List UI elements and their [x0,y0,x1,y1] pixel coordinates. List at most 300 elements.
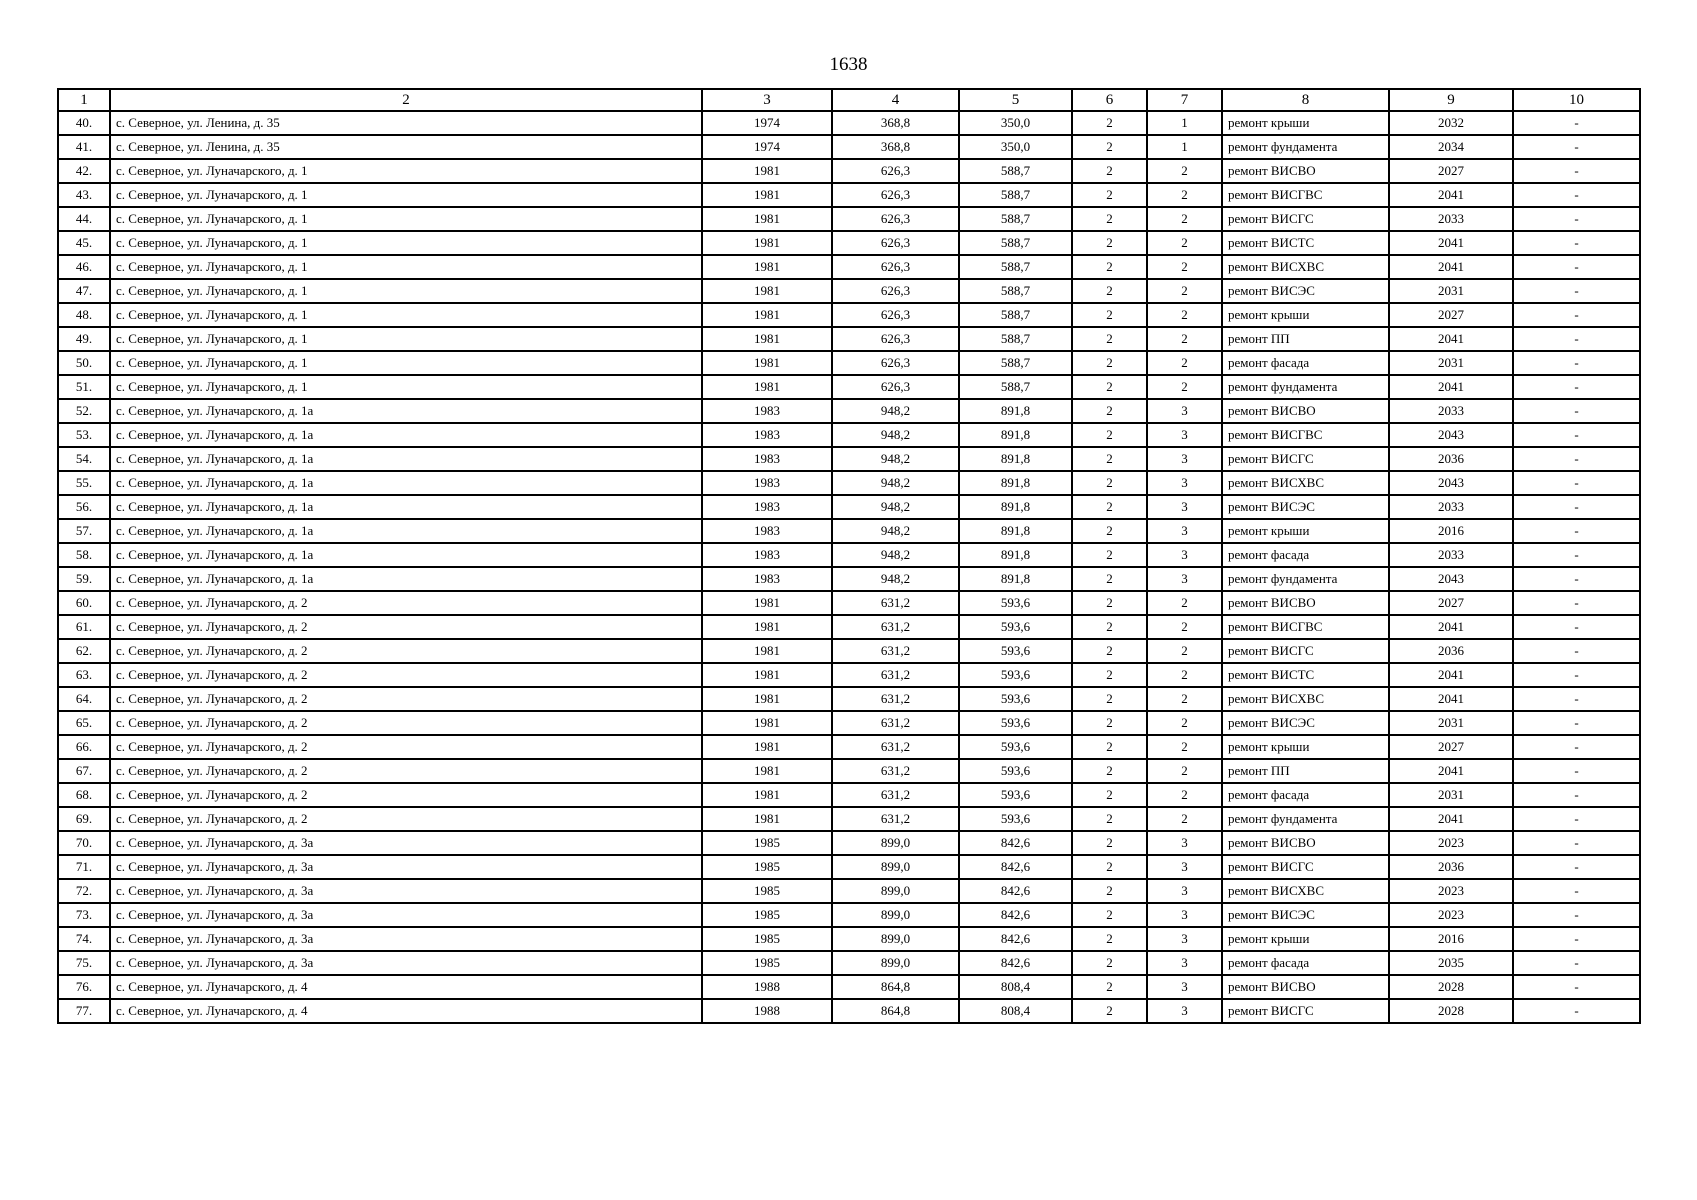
cell-row-number: 41. [58,135,110,159]
cell-entrances: 3 [1147,975,1222,999]
cell-entrances: 3 [1147,855,1222,879]
cell-entrances: 2 [1147,639,1222,663]
cell-note: - [1513,375,1640,399]
cell-entrances: 3 [1147,831,1222,855]
cell-row-number: 63. [58,663,110,687]
cell-entrances: 2 [1147,615,1222,639]
cell-work-type: ремонт фасада [1222,951,1389,975]
cell-living-area: 593,6 [959,759,1072,783]
cell-note: - [1513,135,1640,159]
cell-floors: 2 [1072,687,1147,711]
cell-work-type: ремонт крыши [1222,111,1389,135]
cell-total-area: 631,2 [832,759,959,783]
cell-floors: 2 [1072,927,1147,951]
cell-living-area: 588,7 [959,255,1072,279]
cell-work-type: ремонт ВИСВО [1222,831,1389,855]
cell-row-number: 67. [58,759,110,783]
table-row [58,927,1640,951]
cell-floors: 2 [1072,783,1147,807]
cell-note: - [1513,831,1640,855]
cell-note: - [1513,927,1640,951]
table-row [58,543,1640,567]
cell-living-area: 588,7 [959,303,1072,327]
cell-total-area: 948,2 [832,447,959,471]
cell-floors: 2 [1072,615,1147,639]
cell-living-area: 891,8 [959,423,1072,447]
cell-year-built: 1983 [702,399,832,423]
cell-living-area: 593,6 [959,711,1072,735]
cell-living-area: 588,7 [959,159,1072,183]
cell-total-area: 368,8 [832,111,959,135]
cell-work-type: ремонт фундамента [1222,567,1389,591]
cell-planned-year: 2027 [1389,735,1513,759]
cell-address: с. Северное, ул. Луначарского, д. 3а [110,951,702,975]
cell-note: - [1513,231,1640,255]
cell-entrances: 2 [1147,759,1222,783]
cell-row-number: 71. [58,855,110,879]
cell-total-area: 631,2 [832,687,959,711]
cell-note: - [1513,519,1640,543]
cell-floors: 2 [1072,399,1147,423]
cell-year-built: 1981 [702,375,832,399]
cell-address: с. Северное, ул. Луначарского, д. 2 [110,807,702,831]
cell-note: - [1513,951,1640,975]
cell-work-type: ремонт крыши [1222,927,1389,951]
cell-year-built: 1985 [702,927,832,951]
column-header-6: 6 [1072,89,1147,111]
cell-total-area: 899,0 [832,903,959,927]
column-header-9: 9 [1389,89,1513,111]
cell-living-area: 350,0 [959,135,1072,159]
cell-work-type: ремонт ВИСТС [1222,663,1389,687]
cell-year-built: 1981 [702,303,832,327]
cell-living-area: 593,6 [959,807,1072,831]
cell-planned-year: 2033 [1389,207,1513,231]
cell-work-type: ремонт фундамента [1222,807,1389,831]
cell-row-number: 49. [58,327,110,351]
cell-year-built: 1981 [702,735,832,759]
cell-row-number: 51. [58,375,110,399]
cell-planned-year: 2031 [1389,711,1513,735]
table-row [58,807,1640,831]
cell-floors: 2 [1072,663,1147,687]
cell-year-built: 1983 [702,519,832,543]
cell-row-number: 76. [58,975,110,999]
cell-living-area: 588,7 [959,207,1072,231]
table-row [58,303,1640,327]
cell-work-type: ремонт фундамента [1222,375,1389,399]
cell-year-built: 1983 [702,471,832,495]
cell-floors: 2 [1072,303,1147,327]
cell-note: - [1513,351,1640,375]
cell-work-type: ремонт крыши [1222,303,1389,327]
cell-entrances: 3 [1147,423,1222,447]
cell-address: с. Северное, ул. Луначарского, д. 1 [110,375,702,399]
cell-row-number: 75. [58,951,110,975]
cell-note: - [1513,735,1640,759]
cell-year-built: 1981 [702,591,832,615]
cell-note: - [1513,495,1640,519]
table-row [58,567,1640,591]
cell-total-area: 899,0 [832,855,959,879]
cell-planned-year: 2031 [1389,279,1513,303]
cell-address: с. Северное, ул. Луначарского, д. 4 [110,975,702,999]
cell-floors: 2 [1072,495,1147,519]
cell-total-area: 631,2 [832,783,959,807]
table-row [58,735,1640,759]
cell-entrances: 3 [1147,399,1222,423]
cell-year-built: 1981 [702,183,832,207]
cell-total-area: 899,0 [832,927,959,951]
cell-living-area: 842,6 [959,879,1072,903]
table-row [58,207,1640,231]
cell-entrances: 2 [1147,351,1222,375]
cell-row-number: 62. [58,639,110,663]
cell-row-number: 54. [58,447,110,471]
cell-row-number: 77. [58,999,110,1023]
cell-living-area: 588,7 [959,279,1072,303]
cell-floors: 2 [1072,111,1147,135]
table-row [58,231,1640,255]
cell-work-type: ремонт фундамента [1222,135,1389,159]
cell-total-area: 864,8 [832,975,959,999]
cell-year-built: 1985 [702,855,832,879]
cell-living-area: 593,6 [959,591,1072,615]
cell-row-number: 59. [58,567,110,591]
cell-floors: 2 [1072,807,1147,831]
column-header-8: 8 [1222,89,1389,111]
cell-entrances: 2 [1147,183,1222,207]
cell-year-built: 1983 [702,423,832,447]
table-row [58,447,1640,471]
cell-living-area: 350,0 [959,111,1072,135]
cell-entrances: 3 [1147,495,1222,519]
cell-year-built: 1981 [702,759,832,783]
cell-total-area: 631,2 [832,711,959,735]
cell-floors: 2 [1072,327,1147,351]
cell-row-number: 73. [58,903,110,927]
cell-address: с. Северное, ул. Луначарского, д. 1 [110,351,702,375]
cell-note: - [1513,999,1640,1023]
cell-planned-year: 2031 [1389,783,1513,807]
cell-work-type: ремонт ВИСЭС [1222,495,1389,519]
cell-floors: 2 [1072,543,1147,567]
cell-work-type: ремонт ВИСВО [1222,591,1389,615]
cell-address: с. Северное, ул. Луначарского, д. 1 [110,231,702,255]
cell-address: с. Северное, ул. Луначарского, д. 1а [110,399,702,423]
cell-work-type: ремонт ВИСГС [1222,999,1389,1023]
cell-address: с. Северное, ул. Луначарского, д. 1 [110,279,702,303]
cell-year-built: 1981 [702,639,832,663]
cell-year-built: 1988 [702,999,832,1023]
table-row [58,615,1640,639]
cell-work-type: ремонт крыши [1222,735,1389,759]
cell-planned-year: 2023 [1389,831,1513,855]
cell-row-number: 53. [58,423,110,447]
cell-planned-year: 2036 [1389,447,1513,471]
cell-note: - [1513,111,1640,135]
cell-row-number: 70. [58,831,110,855]
cell-note: - [1513,903,1640,927]
table-row [58,495,1640,519]
cell-note: - [1513,423,1640,447]
table-row [58,255,1640,279]
cell-floors: 2 [1072,255,1147,279]
cell-note: - [1513,807,1640,831]
cell-work-type: ремонт ВИСГС [1222,447,1389,471]
cell-address: с. Северное, ул. Луначарского, д. 1а [110,519,702,543]
column-header-2: 2 [110,89,702,111]
table-row [58,903,1640,927]
cell-entrances: 2 [1147,159,1222,183]
table-header [58,89,1640,111]
cell-total-area: 626,3 [832,303,959,327]
cell-row-number: 64. [58,687,110,711]
cell-planned-year: 2027 [1389,591,1513,615]
cell-note: - [1513,327,1640,351]
cell-row-number: 50. [58,351,110,375]
cell-planned-year: 2036 [1389,855,1513,879]
cell-address: с. Северное, ул. Луначарского, д. 4 [110,999,702,1023]
cell-floors: 2 [1072,159,1147,183]
cell-work-type: ремонт ВИСХВС [1222,255,1389,279]
cell-living-area: 842,6 [959,951,1072,975]
cell-address: с. Северное, ул. Луначарского, д. 2 [110,711,702,735]
cell-floors: 2 [1072,903,1147,927]
cell-entrances: 2 [1147,375,1222,399]
cell-total-area: 948,2 [832,471,959,495]
cell-row-number: 65. [58,711,110,735]
cell-row-number: 66. [58,735,110,759]
data-table [57,88,1641,1024]
cell-planned-year: 2041 [1389,375,1513,399]
cell-address: с. Северное, ул. Луначарского, д. 1а [110,423,702,447]
cell-total-area: 899,0 [832,951,959,975]
cell-planned-year: 2043 [1389,423,1513,447]
cell-address: с. Северное, ул. Луначарского, д. 1а [110,495,702,519]
cell-planned-year: 2043 [1389,471,1513,495]
cell-planned-year: 2041 [1389,255,1513,279]
cell-planned-year: 2031 [1389,351,1513,375]
cell-total-area: 899,0 [832,879,959,903]
cell-row-number: 58. [58,543,110,567]
cell-year-built: 1981 [702,279,832,303]
cell-row-number: 47. [58,279,110,303]
cell-planned-year: 2033 [1389,495,1513,519]
page-number: 1638 [829,54,868,75]
cell-entrances: 3 [1147,543,1222,567]
cell-address: с. Северное, ул. Луначарского, д. 3а [110,903,702,927]
cell-floors: 2 [1072,879,1147,903]
table-row [58,159,1640,183]
cell-year-built: 1988 [702,975,832,999]
cell-row-number: 45. [58,231,110,255]
cell-living-area: 593,6 [959,663,1072,687]
cell-living-area: 842,6 [959,903,1072,927]
cell-planned-year: 2023 [1389,879,1513,903]
cell-entrances: 3 [1147,903,1222,927]
cell-work-type: ремонт фасада [1222,783,1389,807]
cell-note: - [1513,615,1640,639]
cell-entrances: 3 [1147,567,1222,591]
cell-note: - [1513,783,1640,807]
cell-note: - [1513,975,1640,999]
cell-year-built: 1983 [702,543,832,567]
table-row [58,519,1640,543]
cell-planned-year: 2027 [1389,159,1513,183]
cell-living-area: 842,6 [959,855,1072,879]
cell-planned-year: 2041 [1389,687,1513,711]
cell-row-number: 52. [58,399,110,423]
cell-note: - [1513,279,1640,303]
cell-address: с. Северное, ул. Луначарского, д. 1а [110,567,702,591]
table-row [58,999,1640,1023]
cell-planned-year: 2027 [1389,303,1513,327]
cell-address: с. Северное, ул. Луначарского, д. 1 [110,207,702,231]
table-row [58,855,1640,879]
cell-floors: 2 [1072,711,1147,735]
table-row [58,399,1640,423]
table-row [58,375,1640,399]
cell-address: с. Северное, ул. Луначарского, д. 1а [110,447,702,471]
cell-floors: 2 [1072,183,1147,207]
cell-note: - [1513,759,1640,783]
cell-floors: 2 [1072,735,1147,759]
table-row [58,135,1640,159]
cell-note: - [1513,255,1640,279]
cell-entrances: 3 [1147,471,1222,495]
cell-floors: 2 [1072,279,1147,303]
cell-work-type: ремонт ВИСВО [1222,399,1389,423]
cell-floors: 2 [1072,447,1147,471]
cell-note: - [1513,663,1640,687]
cell-planned-year: 2028 [1389,975,1513,999]
cell-work-type: ремонт фасада [1222,543,1389,567]
cell-living-area: 593,6 [959,783,1072,807]
cell-work-type: ремонт ВИСХВС [1222,879,1389,903]
cell-living-area: 842,6 [959,927,1072,951]
cell-total-area: 948,2 [832,495,959,519]
table-row [58,831,1640,855]
cell-note: - [1513,159,1640,183]
cell-total-area: 948,2 [832,399,959,423]
cell-entrances: 3 [1147,879,1222,903]
cell-entrances: 3 [1147,927,1222,951]
cell-entrances: 3 [1147,519,1222,543]
table-row [58,975,1640,999]
cell-floors: 2 [1072,831,1147,855]
cell-row-number: 72. [58,879,110,903]
cell-address: с. Северное, ул. Луначарского, д. 1 [110,159,702,183]
cell-floors: 2 [1072,207,1147,231]
table-row [58,423,1640,447]
cell-floors: 2 [1072,423,1147,447]
cell-living-area: 593,6 [959,639,1072,663]
cell-total-area: 631,2 [832,591,959,615]
cell-year-built: 1983 [702,567,832,591]
table-row [58,351,1640,375]
cell-living-area: 588,7 [959,183,1072,207]
cell-total-area: 948,2 [832,567,959,591]
cell-entrances: 3 [1147,951,1222,975]
cell-work-type: ремонт ВИСГВС [1222,183,1389,207]
table-row [58,879,1640,903]
cell-total-area: 626,3 [832,375,959,399]
cell-total-area: 864,8 [832,999,959,1023]
table-row [58,711,1640,735]
cell-row-number: 61. [58,615,110,639]
cell-year-built: 1974 [702,111,832,135]
cell-work-type: ремонт ВИСХВС [1222,471,1389,495]
cell-entrances: 2 [1147,591,1222,615]
cell-work-type: ремонт ВИСХВС [1222,687,1389,711]
cell-work-type: ремонт ВИСЭС [1222,903,1389,927]
column-header-10: 10 [1513,89,1640,111]
cell-living-area: 593,6 [959,615,1072,639]
cell-planned-year: 2041 [1389,807,1513,831]
cell-year-built: 1983 [702,495,832,519]
cell-planned-year: 2023 [1389,903,1513,927]
cell-entrances: 2 [1147,783,1222,807]
cell-living-area: 891,8 [959,471,1072,495]
cell-address: с. Северное, ул. Луначарского, д. 3а [110,879,702,903]
cell-address: с. Северное, ул. Луначарского, д. 3а [110,927,702,951]
cell-total-area: 631,2 [832,735,959,759]
cell-living-area: 593,6 [959,687,1072,711]
cell-year-built: 1983 [702,447,832,471]
cell-work-type: ремонт ВИСВО [1222,975,1389,999]
cell-row-number: 40. [58,111,110,135]
cell-floors: 2 [1072,639,1147,663]
cell-entrances: 2 [1147,255,1222,279]
cell-note: - [1513,567,1640,591]
cell-floors: 2 [1072,375,1147,399]
table-row [58,471,1640,495]
cell-work-type: ремонт ПП [1222,759,1389,783]
cell-address: с. Северное, ул. Луначарского, д. 3а [110,831,702,855]
cell-row-number: 60. [58,591,110,615]
cell-address: с. Северное, ул. Луначарского, д. 2 [110,735,702,759]
cell-entrances: 2 [1147,663,1222,687]
cell-address: с. Северное, ул. Луначарского, д. 2 [110,615,702,639]
cell-note: - [1513,303,1640,327]
cell-note: - [1513,711,1640,735]
cell-floors: 2 [1072,567,1147,591]
cell-address: с. Северное, ул. Луначарского, д. 2 [110,783,702,807]
cell-planned-year: 2041 [1389,231,1513,255]
cell-floors: 2 [1072,759,1147,783]
cell-total-area: 626,3 [832,279,959,303]
cell-planned-year: 2036 [1389,639,1513,663]
cell-work-type: ремонт ВИСГВС [1222,615,1389,639]
cell-year-built: 1985 [702,879,832,903]
cell-year-built: 1981 [702,207,832,231]
cell-total-area: 631,2 [832,615,959,639]
cell-work-type: ремонт ВИСЭС [1222,279,1389,303]
cell-planned-year: 2041 [1389,759,1513,783]
cell-year-built: 1981 [702,327,832,351]
cell-total-area: 626,3 [832,231,959,255]
cell-year-built: 1981 [702,807,832,831]
table-row [58,327,1640,351]
cell-planned-year: 2033 [1389,399,1513,423]
cell-note: - [1513,855,1640,879]
table-row [58,663,1640,687]
cell-work-type: ремонт ПП [1222,327,1389,351]
cell-planned-year: 2041 [1389,327,1513,351]
cell-living-area: 588,7 [959,231,1072,255]
cell-address: с. Северное, ул. Луначарского, д. 1 [110,303,702,327]
